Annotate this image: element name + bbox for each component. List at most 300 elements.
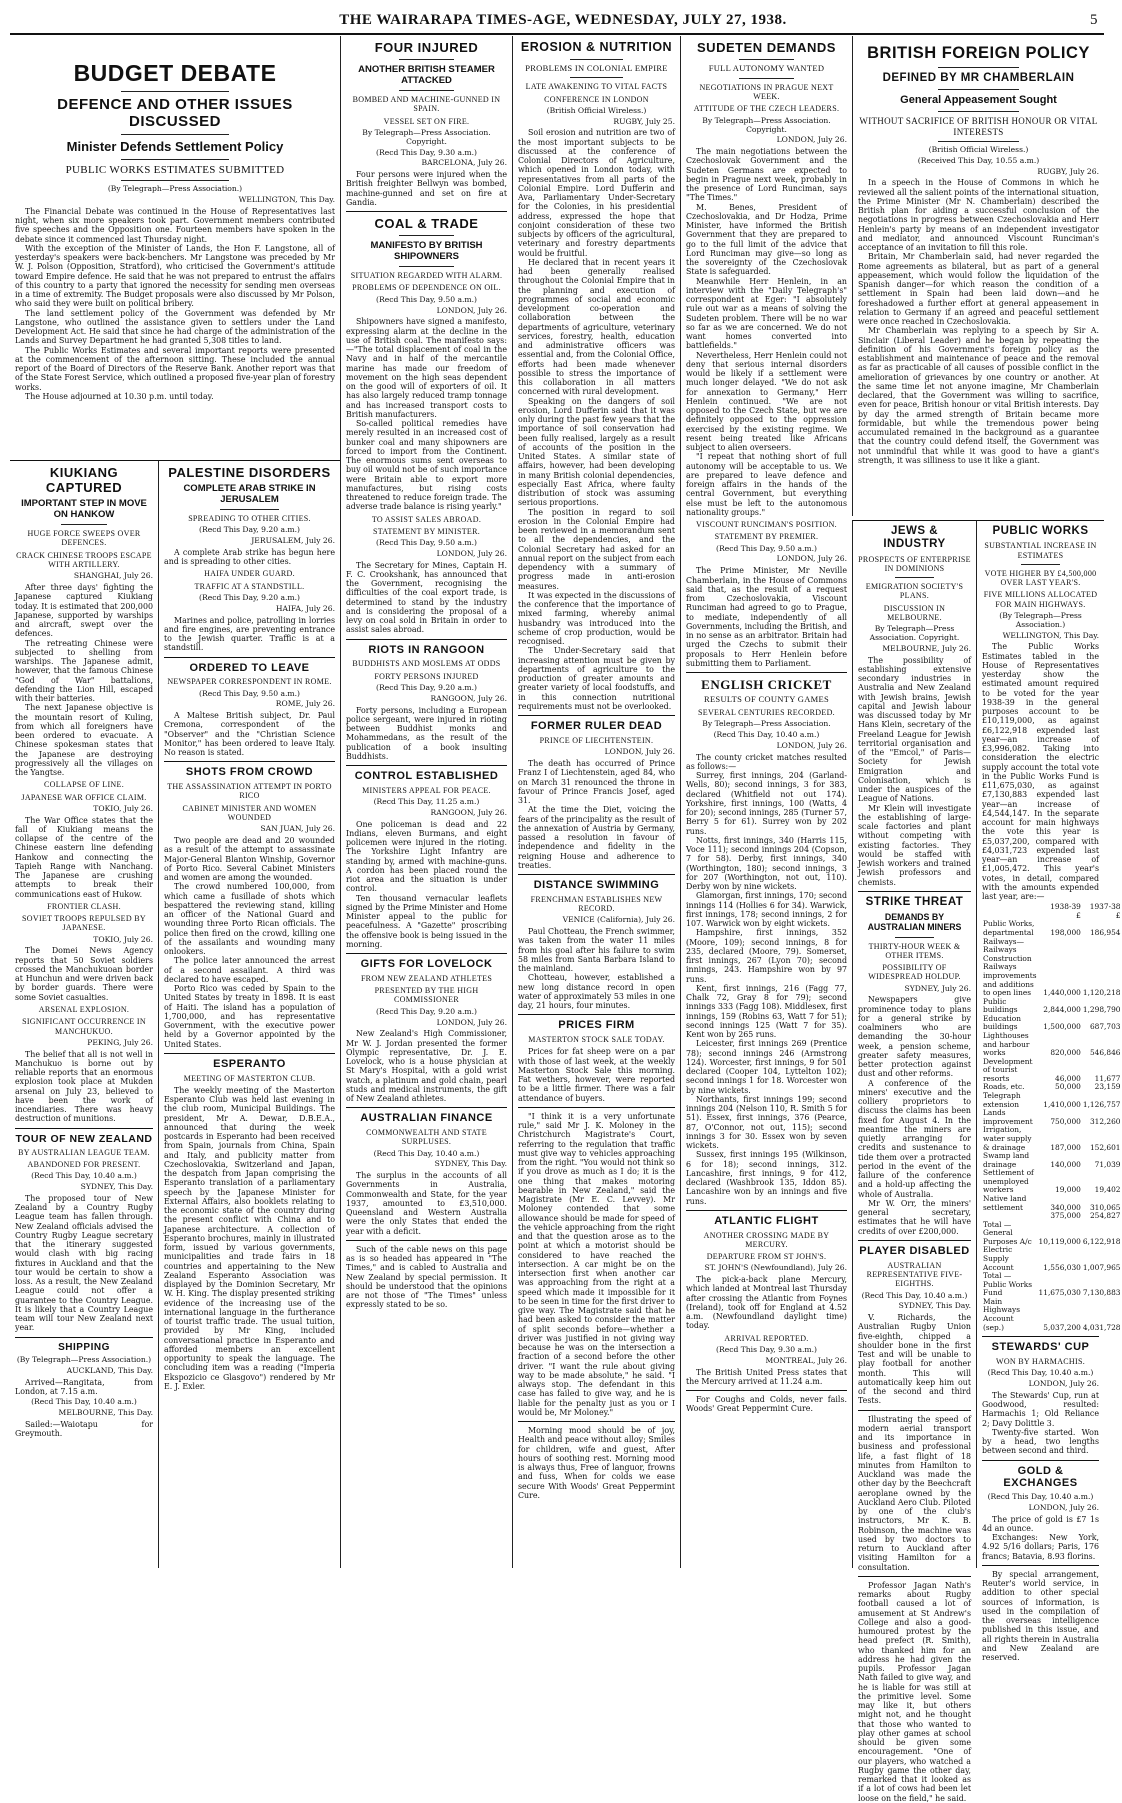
received-line: (Recd This Day, 9.20 a.m.) xyxy=(199,593,300,602)
headline: COAL & TRADE xyxy=(374,216,479,232)
paragraph: M. Benes, President of Czechoslovakia, and Dr Hodza, Prime Minister, have informed the British Government that they are prepared to go to the full limit of the advice that Lord Runciman may give—so long as the sovereignty of the Czechoslovak State is safeguarded. xyxy=(686,202,847,277)
table-row xyxy=(982,963,1122,997)
column-7 xyxy=(976,520,1121,1663)
dateline: TOKIO, July 26. xyxy=(93,803,153,813)
cell: 1,126,757 xyxy=(1082,1099,1121,1109)
paragraph: Such of the cable news on this page as is so headed has appeared in "The Times," and is cabled to Australia and New Zealand by special permission. It should be understood that the opinions are not those of "The Times" unless expressly stated to be so. xyxy=(346,1244,507,1310)
paragraph: The weekly meeting of the Masterton Esperanto Club was held last evening in the club room, Municipal Buildings. The president, Mr A. Dewar, D.B.E.A., announced that during the week postcards in Esperanto had been received from Spain, journals from China, Spain and Italy, and publicity matter from Czechoslovakia, Switzerland and Japan, the despatch from Japan comprising the Esperanto translation of a parliamentary speech by the Japanese Minister for External Affairs, also booklets relating to the economic state of the country during the present conflict with China and to Japanese architecture. A collection of Esperanto brochures, mainly in illustrated form, issued by various governments, municipalities and trade fairs in 18 countries and appertaining to the New Zealand Esperanto Association was displayed by the Dominion Secretary, Mr W. H. King. The display presented striking evidence of the increasing use of the international language in the furtherance of tourist traffic trade. The usual tuition, provided by Mr King, included conversational practice in Esperanto and afforded members an excellent opportunity to speak the language. The concluding item was a reading ("Imperia Ekspozicio ce Glasgovo") rendered by Mr E. J. Exler. xyxy=(164,1085,335,1391)
cell: 198,000 xyxy=(1050,928,1081,938)
headline: ATLANTIC FLIGHT xyxy=(714,1214,819,1227)
row-label: Lands improvement xyxy=(983,1108,1033,1126)
paragraph: Ten thousand vernacular leaflets signed by the Prime Minister and Home Minister appeal to the public for peacefulness. A "Gazette" proscribing the offensive book is being issued in the morning. xyxy=(346,893,507,949)
subheadline: COMMONWEALTH AND STATE SURPLUSES. xyxy=(366,1128,487,1147)
dateline: WELLINGTON, This Day. xyxy=(238,195,335,205)
dateline: MELBOURNE, July 26. xyxy=(882,643,971,653)
paragraph: Leicester, first innings 269 (Prentice 78); second innings 246 (Armstrong 124). Worcester, first innings, 9 for 501 declared (Cooper 104, Lyttelton 102); second innings 1 for 18. Worcester won by nine wickets. xyxy=(686,1039,847,1095)
paragraph: The Domei News Agency reports that 50 Soviet soldiers crossed the Manchukuoan border at Hunchun and were driven back by border guards. There were some Soviet casualties. xyxy=(15,946,153,1002)
byline: (By Telegraph—Press Association.) xyxy=(999,610,1082,629)
received-line: (Recd This Day, 10.40 a.m.) xyxy=(987,1492,1094,1502)
paragraph: "I repeat that nothing short of full autonomy will be acceptable to us. We are prepared to leave defence and foreign affairs in the hands of the central Government, but everything else must be left to the autonomous nationality groups." xyxy=(686,452,847,517)
byline: (By Telegraph—Press Association.) xyxy=(16,1355,152,1365)
row-label: Total — General Purposes A/c xyxy=(983,1219,1032,1246)
paragraph: The House adjourned at 10.30 p.m. until today. xyxy=(25,391,214,401)
table-row xyxy=(982,1246,1122,1272)
cell: 312,260 xyxy=(1089,1116,1121,1126)
paragraph: Illustrating the speed of modern aerial transport and its importance in business and professional life, a fast flight of 18 minutes from Hamilton to Auckland was made the other day by the Beechcraft aeroplane owned by the Auckland Aero Club. Piloted by one of the club's instructors, Mr K. B. Robinson, the machine was used by two doctors to return to Auckland after visiting Hamilton for a consultation. xyxy=(858,1414,971,1572)
paragraph: The land settlement policy of the Government was defended by Mr Langstone, who outlined the assistance given to settlers under the Land Development Act. He said that since he had charge of the administration of the Lands and Survey Department he had granted 5,308 titles to land. xyxy=(15,308,335,346)
row-label: Railways—Railways Construction xyxy=(983,936,1032,963)
headline: PUBLIC WORKS xyxy=(992,525,1089,537)
received-line: (Recd This Day, 11.25 a.m.) xyxy=(373,797,480,807)
paragraph: The pick-a-back plane Mercury, which landed at Montreal last Thursday after crossing the Atlantic from Foynes (Ireland), took off for England at 4.52 a.m. (Newfoundland daylight time) today. xyxy=(686,1275,847,1331)
row-label: Swamp land drainage xyxy=(983,1151,1030,1169)
row-label: Lighthouses and harbour works xyxy=(983,1030,1030,1058)
headline: STEWARDS' CUP xyxy=(991,1341,1090,1354)
row-label: Roads, etc. xyxy=(983,1082,1025,1092)
cell: 19,000 xyxy=(1055,1185,1081,1195)
paragraph: The position in regard to soil erosion in the Colonial Empire had been reviewed in a memorandum sent to all the dependencies, and the Colonial Secretary had asked for an annual report on the subject from each dependency with a summary of progress made in anti-erosion measures. xyxy=(518,507,675,591)
dateline: ROME, July 26. xyxy=(275,699,335,709)
article-foreign-policy xyxy=(852,36,1104,516)
dateline: LONDON, July 26. xyxy=(604,747,675,757)
cell: 340,000 xyxy=(1050,1202,1081,1212)
paragraph: Exchanges: New York, 4.92 5/16 dollars; Paris, 176 francs; Batavia, 8.93 florins. xyxy=(982,1533,1099,1561)
row-label: Public buildings xyxy=(983,996,1018,1015)
received-line: (Received This Day, 10.55 a.m.) xyxy=(917,155,1040,165)
byline: By Telegraph—Press Association. Copyright. xyxy=(702,115,831,134)
column-1 xyxy=(10,460,158,1568)
subheadline: PUBLIC WORKS ESTIMATES SUBMITTED xyxy=(65,163,285,176)
dateline: LONDON, July 26. xyxy=(776,740,847,750)
subheadline: CONFERENCE IN LONDON xyxy=(544,94,649,104)
byline: By Telegraph—Press Association. Copyright. xyxy=(869,624,960,643)
subheadline: SOVIET TROOPS REPULSED BY JAPANESE. xyxy=(22,914,146,933)
column-3 xyxy=(340,36,512,1568)
headline: DISTANCE SWIMMING xyxy=(533,879,660,892)
subheadline: VOTE HIGHER BY £4,500,000 OVER LAST YEAR'S. xyxy=(984,568,1097,588)
received-line: (Recd This Day, 9.50 a.m.) xyxy=(376,294,477,304)
subheadline: COLLAPSE OF LINE. xyxy=(44,780,124,790)
cell: 1,440,000 xyxy=(1043,988,1081,998)
dateline: MONTREAL, July 26. xyxy=(765,1355,847,1365)
headline: FORMER RULER DEAD xyxy=(530,720,663,733)
paragraph: So-called political remedies have merely resulted in an increased cost of bunker coal and many shipowners are forced to import from the Continent. The enormous sums sent overseas to buy oil would not be of such importance were Britain able to export more manufactures, but rising costs threatened to reduce foreign trade. The adverse trade balance is rising yearly." xyxy=(346,419,507,512)
dateline: SYDNEY, July 26. xyxy=(904,983,971,993)
paragraph: Twenty-five started. Won by a head, two lengths between second and third. xyxy=(982,1427,1099,1456)
paragraph: The Stewards' Cup, run at Goodwood, resulted: Harmachis 1; Old Reliance 2; Davy Dolittle 3. xyxy=(982,1390,1099,1428)
paragraph: One policeman is dead and 22 Indians, eleven Burmans, and eight policemen were injured in the rioting. The Yorkshire Light Infantry are standing by, armed with machine-guns. A cordon has been placed round the riot area and the situation is under control. xyxy=(346,819,507,894)
cell: 254,827 xyxy=(1089,1211,1121,1221)
cell: 310,065 xyxy=(1089,1202,1121,1212)
row-label: Education buildings xyxy=(983,1013,1021,1032)
column-4 xyxy=(512,36,680,1568)
cell: 1,120,218 xyxy=(1082,988,1121,998)
table-row xyxy=(982,1015,1122,1032)
paragraph: Shipowners have signed a manifesto, expressing alarm at the decline in the use of British coal. The manifesto says:—"The total displacement of coal in the Navy and in half of the mercantile marine has made our freedom of movement on the high seas dependent on the good will of exporters of oil. It has also largely reduced tramp tonnage and has increased transport costs to British manufacturers. xyxy=(346,317,507,419)
received-line: (Recd This Day, 9.20 a.m.) xyxy=(376,1006,477,1016)
received-line: (Recd This Day, 10.40 a.m.) xyxy=(31,1397,137,1407)
paragraph: The surplus in the accounts of all Governments in Australia, Commonwealth and State, for the year 1937, amounted to £3,510,000. Queensland and Western Australia were the only States that ended the year with a deficit. xyxy=(346,1171,507,1236)
cell xyxy=(1082,938,1122,964)
dateline: LONDON, July 26. xyxy=(1028,1502,1099,1512)
row-label: Native land settlement xyxy=(983,1193,1027,1212)
dateline: LONDON, July 26. xyxy=(436,548,507,558)
paragraph: Chotteau, however, established a new long distance record in open water of approximately 53 miles in one day, 21 hours, four minutes. xyxy=(518,973,675,1011)
received-line: (Recd This Day, 9.20 a.m.) xyxy=(199,525,300,535)
paragraph: Britain, Mr Chamberlain said, had never regarded the Rome agreements as bilateral, but as part of a general appeasement, which would follow the liquidation of the Spanish danger—for which reason the condition of a settlement in Spain had been laid down—and he foreshadowed a further effort at general appeasement in relation to Germany if an agreed and peaceful settlement were once reached in Czechoslovakia. xyxy=(858,252,1099,327)
byline: (By Telegraph—Press Association.) xyxy=(107,184,243,194)
paragraph: Newspapers give prominence today to plans for a general strike by coalminers who are demanding the 30-hour week, a pension scheme, greater safety measures, better protection against dust and other reforms. xyxy=(858,995,971,1079)
received-line: (Recd This Day, 9.20 a.m.) xyxy=(376,682,477,692)
subheadline: EMIGRATION SOCIETY'S PLANS. xyxy=(865,582,964,601)
row-label: Electric Supply Account xyxy=(983,1245,1014,1272)
subheadline: FULL AUTONOMY WANTED xyxy=(708,63,825,74)
currency-label: £ xyxy=(1115,910,1121,920)
dateline: RUGBY, July 26. xyxy=(1037,166,1099,176)
subheadline: BY AUSTRALIAN LEAGUE TEAM. xyxy=(18,1147,150,1157)
paragraph: Notts, first innings, 340 (Harris 115, Voce 111); second innings 204 (Copson, 7 for 58). Derby, first innings, 340 (Worthington, 180); second innings, 3 for 207 (Worthington, not out, 110). Derby won by nine wickets. xyxy=(686,835,847,892)
paragraph: Hampshire, first innings, 352 (Moore, 109); second innings, 8 for 235, declared (Moore, 79). Somerset, first innings, 267 (Lyon 70); second innings, 243. Hampshire won by 97 runs. xyxy=(686,928,847,984)
paragraph: The Secretary for Mines, Captain H. F. C. Crookshank, has announced that the Government, recognising the difficulties of the coal export trade, is determined to stand by the industry and is considering the proposal of a levy on coal sold in Britain in order to assist sales abroad. xyxy=(346,560,507,635)
paragraph: Sailed:—Waiotapu for Greymouth. xyxy=(15,1419,153,1439)
dateline: SYDNEY, This Day. xyxy=(898,1301,971,1311)
paragraph: Surrey, first innings, 204 (Garland-Wells, 80); second innings, 3 for 383, declared (Whitfield not out 174). Yorkshire, first innings, 100 (Watts, 4 for 20); second innings, 285 (Turner 57, Berry 5 for 61). Surrey won by 202 runs. xyxy=(686,771,847,836)
paragraph: The retreating Chinese were subjected to shelling from warships. The Japanese admit, however, that the famous Chinese "God of War" battalions, defending the Lion Hill, escaped with their batteries. xyxy=(15,638,153,704)
row-label: Irrigation, water supply & drainage xyxy=(983,1125,1032,1152)
headline: GIFTS FOR LOVELOCK xyxy=(360,958,493,971)
paragraph: "I think it is a very unfortunate rule," said Mr J. K. Moloney in the Christchurch Magistrate's Court, referring to the regulation that traffic must give way to vehicles approaching from the right. "You would not think so if you drove as much as I do; it is the one thing that makes motoring bearable in New Zealand," said the Magistrate (Mr E. C. Levvey). Mr Moloney contended that some allowance should be made for speed of the vehicle approaching from the right and that the question arose as to the point at which a motorist should be considered to have reached the intersection. A car might be on the intersection first when another car was approaching from the right at a speed which made it impossible for it to be seen in time for the first driver to give way. The Magistrate said that he had been asked to consider the matter of split seconds before—whether a driver was justified in not giving way because he was on the intersection a fraction of a second before the other driver. "I want the rule about giving way to be made absolute," he said. "I always stop. The defendant in this case has failed to give way, and he is liable for the penalty just as you or I would be, Mr Moloney." xyxy=(518,1111,675,1417)
table-row xyxy=(982,1152,1122,1169)
subheadline: PROBLEMS OF DEPENDENCE ON OIL. xyxy=(352,283,501,293)
headline: PLAYER DISABLED xyxy=(859,1244,970,1257)
dateline: HAIFA, July 26. xyxy=(275,603,335,613)
dateline: VENICE (California), July 26. xyxy=(562,915,675,925)
cell: 2,844,000 xyxy=(1043,1005,1081,1015)
headline: BUDGET DEBATE xyxy=(73,60,277,86)
row-label: Total — Public Works Fund xyxy=(983,1271,1033,1298)
subheadline: FRONTIER CLASH. xyxy=(47,901,121,911)
received-line: (Recd This Day, 9.50 a.m.) xyxy=(199,688,300,698)
dateline: SAN JUAN, July 26. xyxy=(260,824,335,834)
dateline: LONDON, July 26. xyxy=(776,554,847,564)
subheadline: BUDDHISTS AND MOSLEMS AT ODDS xyxy=(352,659,501,669)
dateline: TOKIO, July 26. xyxy=(93,934,153,944)
cell: 50,000 xyxy=(1055,1082,1081,1092)
dateline: SHANGHAI, July 26. xyxy=(73,571,153,581)
paragraph: The police later announced the arrest of a second assailant. A third was declared to have escaped. xyxy=(164,956,335,984)
subheadline: SPREADING TO OTHER CITIES. xyxy=(188,514,311,524)
dateline: LONDON, July 26. xyxy=(436,1017,507,1027)
subheadline: HUGE FORCE SWEEPS OVER DEFENCES. xyxy=(27,529,141,548)
subheadline: THE ASSASSINATION ATTEMPT IN PORTO RICO xyxy=(167,782,332,801)
subheadline: WON BY HARMACHIS. xyxy=(995,1356,1086,1366)
paragraph: The proposed tour of New Zealand by a Country Rugby League team has fallen through. New Zealand officials advised the Country Rugby League secretary that the itinerary suggested would clash with big racing fixtures in Auckland and that the tour would be certain to show a loss. As a result, the New Zealand League could not offer a guarantee to the Country League. It is likely that a Country League team will tour New Zealand next year. xyxy=(15,1193,153,1333)
subheadline: ARRIVAL REPORTED. xyxy=(724,1333,809,1343)
subheadline: FRENCHMAN ESTABLISHES NEW RECORD. xyxy=(530,894,663,914)
dateline: JERUSALEM, July 26. xyxy=(251,536,335,546)
cell: 46,000 xyxy=(1055,1073,1081,1083)
cell: 1,500,000 xyxy=(1043,1022,1081,1032)
headline: PRICES FIRM xyxy=(558,1019,635,1032)
column-6 xyxy=(852,520,976,1803)
subheadline: SUBSTANTIAL INCREASE IN ESTIMATES xyxy=(984,541,1097,560)
cell: 140,000 xyxy=(1050,1159,1081,1169)
subheadline: MANIFESTO BY BRITISH SHIPOWNERS xyxy=(370,240,483,263)
paragraph: Meanwhile Herr Henlein, in an interview with the "Daily Telegraph's" correspondent at Eger: "I absolutely rule out war as a means of solving the Sudeten problem. There will be no war so far as we are concerned. We do not want homes converted into battlefields." xyxy=(686,276,847,351)
dateline: PEKING, July 26. xyxy=(87,1037,153,1047)
paragraph: The Public Works Estimates tabled in the House of Representatives yesterday show the estimated amount required to be voted for the year 1938-39 in the general purposes account to be £10,119,000, as against £6,122,918 expended last year—an increase of £3,996,082. Taking into consideration the electric supply account the total vote in the Public Works Fund is £11,675,030, as against £7,130,883 expended last year—an increase of £4,544,147. In the separate account for main highways the vote this year is £5,037,200, compared with £4,031,723 expended last year—an increase of £1,005,472. This year's votes, in detail, compared with the amounts expended last year, are:— xyxy=(982,642,1099,902)
dateline: ST. JOHN'S (Newfoundland), July 26. xyxy=(704,1263,847,1273)
received-line: (Recd This Day, 9.30 a.m.) xyxy=(716,1344,817,1354)
subheadline: ARSENAL EXPLOSION. xyxy=(38,1004,130,1014)
subheadline: SITUATION REGARDED WITH ALARM. xyxy=(350,271,503,281)
cell: 546,846 xyxy=(1089,1048,1121,1058)
received-line: (Recd This Day, 10.40 a.m.) xyxy=(373,1148,480,1158)
paragraph: Mr Klein will investigate the establishing of large-scale factories and plant without competing with existing factories. They would be staffed with Jewish workers and trained Jewish professors and chemists. xyxy=(858,803,971,887)
table-row xyxy=(982,920,1122,937)
byline: (British Official Wireless.) xyxy=(546,105,647,115)
cell: 6,122,918 xyxy=(1082,1236,1121,1246)
subheadline: VESSEL SET ON FIRE. xyxy=(383,116,470,126)
subheadline: FORTY PERSONS INJURED xyxy=(374,671,479,681)
paragraph: Arrived—Rangitata, from London, at 7.15 a.m. xyxy=(15,1377,153,1397)
received-line: (Recd This Day, 9.50 a.m.) xyxy=(716,543,817,553)
subheadline: JAPANESE WAR OFFICE CLAIM. xyxy=(21,792,147,802)
paragraph: At the time the Diet, voicing the fears of the principality as the result of the annexation of Austria by Germany, passed a resolution in favour of independence and fidelity in the reigning House and adherence to treaties. xyxy=(518,805,675,870)
estimates-table xyxy=(982,903,1122,1332)
page-number: 5 xyxy=(1090,12,1098,28)
cell: 10,119,000 xyxy=(1038,1236,1081,1246)
paragraph: He declared that in recent years it had been generally realised throughout the Colonial Empire that in the planning and execution of programmes of social and economic development co-operation and collaboration between the departments of agriculture, veterinary services, forestry, health, education and administrative officers was essential and, from the Colonial Office, efforts had been made whenever possible to stress the importance of this collaboration in all matters concerned with rural development. xyxy=(518,257,675,397)
headline: SHOTS FROM CROWD xyxy=(185,766,314,779)
cell: 4,031,728 xyxy=(1082,1322,1121,1332)
paragraph: The possibility of establishing extensive secondary industries in Australia and New Zealand with Jewish brains, Jewish capital and Jewish labour was discussed today by Mr Hans Klein, secretary of the Freeland League for Jewish territorial organisation and of the "Emcol," of Paris—Society for Jewish Emigration and Colonisation, which is under the auspices of the League of Nations. xyxy=(858,655,971,804)
cell: 1,007,965 xyxy=(1082,1262,1121,1272)
cell: 187,000 xyxy=(1050,1142,1081,1152)
paragraph: A Maltese British subject, Dr. Paul Cremona, correspondent of the "Observer" and the "Christian Science Monitor," has been ordered to leave Italy. No reason is stated. xyxy=(164,711,335,758)
advertisement: For Coughs and Colds, never fails. Woods' Great Peppermint Cure. xyxy=(686,1395,847,1414)
subheadline: ANOTHER CROSSING MADE BY MERCURY. xyxy=(703,1230,830,1249)
cell xyxy=(1038,938,1082,964)
dateline: BARCELONA, July 26. xyxy=(421,158,507,168)
subheadline: IMPORTANT STEP IN MOVE ON HANKOW xyxy=(21,498,147,521)
subheadline: THIRTY-HOUR WEEK & OTHER ITEMS. xyxy=(868,941,961,960)
dateline: LONDON, July 26. xyxy=(436,305,507,315)
paragraph: Porto Rico was ceded by Spain to the United States by treaty in 1898. It is east of Haiti. The island has a population of 1,700,000, and has representative Government, with the executive power held by a Governor appointed by the United States. xyxy=(164,984,335,1049)
dateline: AUCKLAND, This Day. xyxy=(66,1366,153,1375)
subheadline: MASTERTON STOCK SALE TODAY. xyxy=(528,1035,665,1045)
subheadline: DEPARTURE FROM ST JOHN'S. xyxy=(706,1252,827,1262)
headline: EROSION & NUTRITION xyxy=(520,40,673,54)
table-row xyxy=(982,938,1122,964)
currency-label: £ xyxy=(1076,910,1081,920)
cell: 5,037,200 xyxy=(1043,1322,1081,1332)
paragraph: The main negotiations between the Czechoslovak Government and the Sudeten Germans are expected to begin in Prague next week, probably in the presence of Lord Runciman, says "The Times." xyxy=(686,147,847,203)
headline: KIUKIANG CAPTURED xyxy=(45,465,123,496)
subheadline: TRAFFIC AT A STANDSTILL. xyxy=(194,581,305,591)
dateline: RANGOON, July 26. xyxy=(430,693,507,703)
cell: 23,159 xyxy=(1094,1082,1121,1092)
subheadline: NEWSPAPER CORRESPONDENT IN ROME. xyxy=(167,677,332,687)
received-line: (Recd This Day, 10.40 a.m.) xyxy=(861,1290,968,1300)
headline: FOUR INJURED xyxy=(374,40,479,55)
table-row xyxy=(982,1092,1122,1109)
table-row xyxy=(982,998,1122,1015)
subheadline: PRINCE OF LIECHTENSTEIN. xyxy=(539,735,654,745)
paragraph: A complete Arab strike has begun here and is spreading to other cities. xyxy=(164,547,335,567)
paragraph: The price of gold is £7 1s 4d an ounce. xyxy=(982,1514,1099,1533)
dateline: RANGOON, July 26. xyxy=(430,807,507,817)
dateline: LONDON, July 26. xyxy=(1028,1379,1099,1389)
dateline: RUGBY, July 25. xyxy=(613,116,675,126)
dateline: MELBOURNE, This Day. xyxy=(58,1408,153,1418)
paragraph: The next Japanese objective is the mountain resort of Kuling, from which all foreigners have been ordered to evacuate. A Chinese spokesman states that the Japanese are destroying progressively all the villages on the Yangtse. xyxy=(15,703,153,778)
cell: 375,000 xyxy=(1050,1211,1081,1221)
subheadline: ANOTHER BRITISH STEAMER ATTACKED xyxy=(358,64,495,87)
column-2 xyxy=(158,460,340,1568)
paragraph: Sussex, first innings 195 (Wilkinson, 6 for 18); second innings, 312. Lancashire, first innings, 9 for 412, declared (Washbrook 135, Iddon 85). Lancashire won by an innings and five runs. xyxy=(686,1150,847,1206)
received-line: (Recd This Day, 10.40 a.m.) xyxy=(987,1368,1094,1378)
cell: 1,556,030 xyxy=(1043,1262,1081,1272)
cell: 186,954 xyxy=(1089,928,1121,938)
paragraph: V. Richards, the Australian Rugby Union five-eighth, chipped a shoulder bone in the first Test and will be unable to play football for another month. This will automatically keep him out of the second and third Tests. xyxy=(858,1313,971,1406)
subheadline: SIGNIFICANT OCCURRENCE IN MANCHUKUO. xyxy=(22,1017,146,1036)
headline: CONTROL ESTABLISHED xyxy=(354,770,499,783)
cell: 71,039 xyxy=(1094,1159,1121,1169)
paragraph: Paul Chotteau, the French swimmer, was taken from the water 11 miles from his goal after his failure to swim 58 miles from Santa Barbara Island to the mainland. xyxy=(518,927,675,974)
table-row xyxy=(982,1058,1122,1084)
paragraph: Mr W. Orr, the miners' general secretary, estimates that he will have credits of over £200,000. xyxy=(858,1198,971,1236)
received-line: (Recd This Day, 10.40 a.m.) xyxy=(31,1171,137,1181)
subheadline: MEETING OF MASTERTON CLUB. xyxy=(183,1073,316,1083)
byline: (British Official Wireless.) xyxy=(928,145,1029,155)
headline: BRITISH FOREIGN POLICY xyxy=(867,44,1090,62)
article-budget-debate xyxy=(10,36,340,456)
dateline: SYDNEY, This Day. xyxy=(434,1159,507,1169)
headline: STRIKE THREAT xyxy=(865,895,964,908)
subheadline: PRESENTED BY THE HIGH COMMISSIONER xyxy=(374,986,479,1005)
subheadline: VISCOUNT RUNCIMAN'S POSITION. xyxy=(696,520,837,530)
row-label: Development of tourist resorts xyxy=(983,1056,1033,1083)
subheadline: HAIFA UNDER GUARD. xyxy=(204,569,295,579)
subheadline: TO ASSIST SALES ABROAD. xyxy=(371,514,482,524)
paragraph: The belief that all is not well in Manchukuo is borne out by reliable reports that an enormous explosion took place at Mukden arsenal on July 23, believed to have been the work of incendiaries. There was heavy destruction of munitions. xyxy=(15,1049,153,1124)
subheadline: STATEMENT BY MINISTER. xyxy=(372,526,481,536)
headline: AUSTRALIAN FINANCE xyxy=(360,1112,493,1125)
paragraph: The British United Press states that the Mercury arrived at 11.24 a.m. xyxy=(686,1367,847,1386)
subheadline: CRACK CHINESE TROOPS ESCAPE WITH ARTILLERY. xyxy=(16,550,152,569)
table-row xyxy=(982,1221,1122,1247)
row-label: Public Works, departmental xyxy=(983,919,1035,938)
paragraph: With the exception of the Minister of Lands, the Hon F. Langstone, all of yesterday's speakers were back-benchers. Mr Langstone was preceded by Mr W. J. Polson (Opposition, Stratford), who criticised the Government's attitude toward Empire defence. He said that he was not prepared to entrust the affairs of this country to a party that ignored the necessity for sending men overseas in a time of extremity. The Budget proposals were also discussed by Mr Polson, who said they were built on political bribery. xyxy=(15,243,335,309)
headline: ESPERANTO xyxy=(213,1057,286,1070)
dateline: SYDNEY, This Day. xyxy=(80,1182,153,1192)
paragraph: Glamorgan, first innings, 170; second innings 114 (Hollies 6 for 34). Warwick, first innings, 178; second innings, 2 for 107. Warwick won by eight wickets. xyxy=(686,891,847,929)
paragraph: In a speech in the House of Commons in which he reviewed all the salient points of the international situation, the Prime Minister (Mr N. Chamberlain) described the British plan for aiding a successful conclusion of the negotiations in progress between Czechoslovakia and Herr Henlein's party by means of an independent investigator and mediator, and announced Viscount Runciman's acceptance of an invitation to fill this role. xyxy=(858,178,1099,253)
dateline: WELLINGTON, This Day. xyxy=(1002,630,1099,640)
paragraph: The Prime Minister, Mr Neville Chamberlain, in the House of Commons said that, as the result of a request from Czechoslovakia, Viscount Runciman had agreed to go to Prague, to mediate, independently of all Governments, including the British, and in no sense as an arbitrator. Britain had urged the Czechs to submit their proposals to Herr Henlein before submitting them to Parliament. xyxy=(686,566,847,668)
subheadline: AUSTRALIAN REPRESENTATIVE FIVE-EIGHTHS. xyxy=(866,1260,963,1289)
subheadline: DISCUSSION IN MELBOURNE. xyxy=(883,603,946,622)
cell: 11,677 xyxy=(1094,1073,1121,1083)
cell: 11,675,030 xyxy=(1038,1288,1081,1298)
headline: PALESTINE DISORDERS xyxy=(168,465,331,480)
paragraph: The death has occurred of Prince Franz I of Liechtenstein, aged 84, who on March 31 renounced the throne in favour of Prince Francis Josef, aged 31. xyxy=(518,759,675,806)
table-row xyxy=(982,1272,1122,1298)
table-row xyxy=(982,1195,1122,1212)
cell: 1,410,000 xyxy=(1043,1099,1081,1109)
headline: ORDERED TO LEAVE xyxy=(189,661,310,674)
masthead xyxy=(10,8,1104,35)
paragraph: The Under-Secretary said that increasing attention must be given by departments of agriculture to the production of greater amounts and greater variety of local foodstuffs, and in this connection nutritional requirements must not be overlooked. xyxy=(518,646,675,711)
received-line: (Recd This Day, 9.50 a.m.) xyxy=(376,538,477,548)
paragraph: Four persons were injured when the British freighter Bellwyn was bombed, machine-gunned and set on fire at Gandia. xyxy=(346,170,507,207)
dateline: LONDON, July 26. xyxy=(776,135,847,145)
headline: TOUR OF NEW ZEALAND xyxy=(15,1132,153,1145)
paragraph: Forty persons, including a European police sergeant, were injured in rioting between Buddhist monks and Mohammedans, as the result of the publication of a book insulting Buddhists. xyxy=(346,705,507,761)
headline: RIOTS IN RANGOON xyxy=(368,643,485,656)
subheadline: PROSPECTS OF ENTERPRISE IN DOMINIONS xyxy=(858,554,971,573)
paragraph: Mr Chamberlain was replying to a speech by Sir A. Sinclair (Liberal Leader) and he began by repeating the definition of his Government's foreign policy as the establishment and maintenance of peace and the removal as far as practicable of all causes of possible conflict in the amelioration of grievances by one country or another. At the same time let not anyone imagine, Mr Chamberlain declared, that the Government was willing to sacrifice, even for peace, British honour or vital British interests. Day by day the armed strength of Britain became more formidable, but while the tremendous power being accumulated remained in the background as a guarantee that the country could defend itself, the Government was not unmindful that while it was good to have a giant's strength, it was silliness to use it like a giant. xyxy=(858,326,1099,465)
subheadline: PROBLEMS IN COLONIAL EMPIRE xyxy=(525,62,668,73)
cell: 7,130,883 xyxy=(1082,1288,1121,1298)
cell: 687,703 xyxy=(1089,1022,1121,1032)
subheadline: DEFENCE AND OTHER ISSUES DISCUSSED xyxy=(57,95,293,131)
subheadline: RESULTS OF COUNTY GAMES xyxy=(703,694,830,705)
paragraph: The War Office states that the fall of Kiukiang means the collapse of the centre of the Chinese eastern line defending Hankow and connecting the Tapieh Range with Nanchang. The Japanese are crushing attempts to break their communications east of Hukow. xyxy=(15,815,153,899)
byline: By Telegraph—Press Association. Copyright. xyxy=(362,127,491,146)
subheadline: DEFINED BY MR CHAMBERLAIN xyxy=(882,72,1075,85)
table-row xyxy=(982,1126,1122,1152)
subheadline: SEVERAL CENTURIES RECORDED. xyxy=(698,707,835,717)
paragraph: Soil erosion and nutrition are two of the most important subjects to be discussed at the conference of Colonial Directors of Agriculture, which opened in London today, with representatives from all parts of the Colonial Empire. Lord Dufferin and Ava, Parliamentary Under-Secretary for the Colonies, in his presidential address, expressed the hope that conjoint consideration of these two subjects by officers of the agricultural, veterinary and forestry departments would be fruitful. xyxy=(518,128,675,258)
column-header: 1937-38 xyxy=(1089,902,1121,912)
paragraph: The crowd numbered 100,000, from which came a fusillade of shots which bespattered the reviewing stand, killing an officer of the National Guard and wounding three Porto Rican officials. The police then fired on the crowd, killing one of the assailants and wounding many onlookers. xyxy=(164,882,335,957)
cell: 820,000 xyxy=(1050,1048,1081,1058)
received-line: (Recd This Day, 10.40 a.m.) xyxy=(713,730,820,739)
paragraph: Two people are dead and 20 wounded as a result of the attempt to assassinate Major-General Blanton Winship, Governor of Porto Rico. Several Cabinet Ministers and women are among the wounded. xyxy=(164,836,335,883)
masthead-title: THE WAIRARAPA TIMES-AGE, WEDNESDAY, JULY 27, 1938. xyxy=(339,12,787,28)
paragraph: Prices for fat sheep were on a par with those of last week, at the weekly Masterton Stock Sale this morning. Fat wethers, however, were reported to be a little firmer. There was a fair attendance of buyers. xyxy=(518,1047,675,1103)
paragraph: The county cricket matches resulted as follows:— xyxy=(686,752,847,771)
paragraph: A conference of the miners' executive and the colliery proprietors to discuss the claims has been fixed for August 4. In the meantime the miners are quietly arranging for credits and sustenance to tide them over a protracted period in the event of the failure of the conference and a hold-up affecting the whole of Australia. xyxy=(858,1078,971,1199)
cell: 152,601 xyxy=(1089,1142,1121,1152)
headline: ENGLISH CRICKET xyxy=(701,677,832,692)
headline: SHIPPING xyxy=(58,1341,110,1353)
subheadline: COMPLETE ARAB STRIKE IN JERUSALEM xyxy=(183,483,316,506)
paragraph: Professor Jagan Nath's remarks about Rugby football caused a lot of amusement at St Andrew's College and also a good-humoured protest by the head prefect (R. Smith), who thanked him for an address he had given the pupils. Professor Jagan Nath failed to give way, and he is liable for was still at the primitive level. Some may like it, but others might not, and he thought that those who wanted to play other games at school should be given some encouragement. "One of our players, who watched a Rugby game the other day, remarked that it looked as if a lot of cows had been let loose on the field," he said. xyxy=(858,1580,971,1803)
table-header-row xyxy=(982,903,1122,912)
paragraph: By special arrangement, Reuter's world service, in addition to other special sources of information, is used in the compilation of the overseas intelligence published in this issue, and all rights therein in Australia and New Zealand are reserved. xyxy=(982,1569,1099,1663)
table-row xyxy=(982,1032,1122,1058)
subheadline: General Appeasement Sought xyxy=(900,94,1057,107)
received-line: (Recd This Day, 9.30 a.m.) xyxy=(376,147,477,157)
byline: By Telegraph—Press Association. xyxy=(702,719,831,729)
subheadline: BOMBED AND MACHINE-GUNNED IN SPAIN. xyxy=(352,95,501,114)
paragraph: Marines and police, patrolling in lorries and fire engines, are preventing entrance to the Jewish quarter. Traffic is at a standstill. xyxy=(164,615,335,653)
subheadline: WITHOUT SACRIFICE OF BRITISH HONOUR OR VITAL INTERESTS xyxy=(859,116,1098,137)
subheadline: ABANDONED FOR PRESENT. xyxy=(27,1160,141,1169)
row-label: Railways improvements and additions to open lines xyxy=(983,962,1037,998)
paragraph: After three days' fighting the Japanese captured Kiukiang today. It is estimated that 200,000 Japanese, supported by warships and aircraft, swept over the defences. xyxy=(15,583,153,639)
subheadline: Minister Defends Settlement Policy xyxy=(66,139,284,155)
subheadline: MINISTERS APPEAL FOR PEACE. xyxy=(362,785,491,795)
headline: GOLD & EXCHANGES xyxy=(1003,1464,1078,1490)
subheadline: STATEMENT BY PREMIER. xyxy=(714,532,819,542)
columns xyxy=(10,36,1121,1803)
headline: JEWS & INDUSTRY xyxy=(883,525,946,551)
column-5 xyxy=(680,36,852,1568)
